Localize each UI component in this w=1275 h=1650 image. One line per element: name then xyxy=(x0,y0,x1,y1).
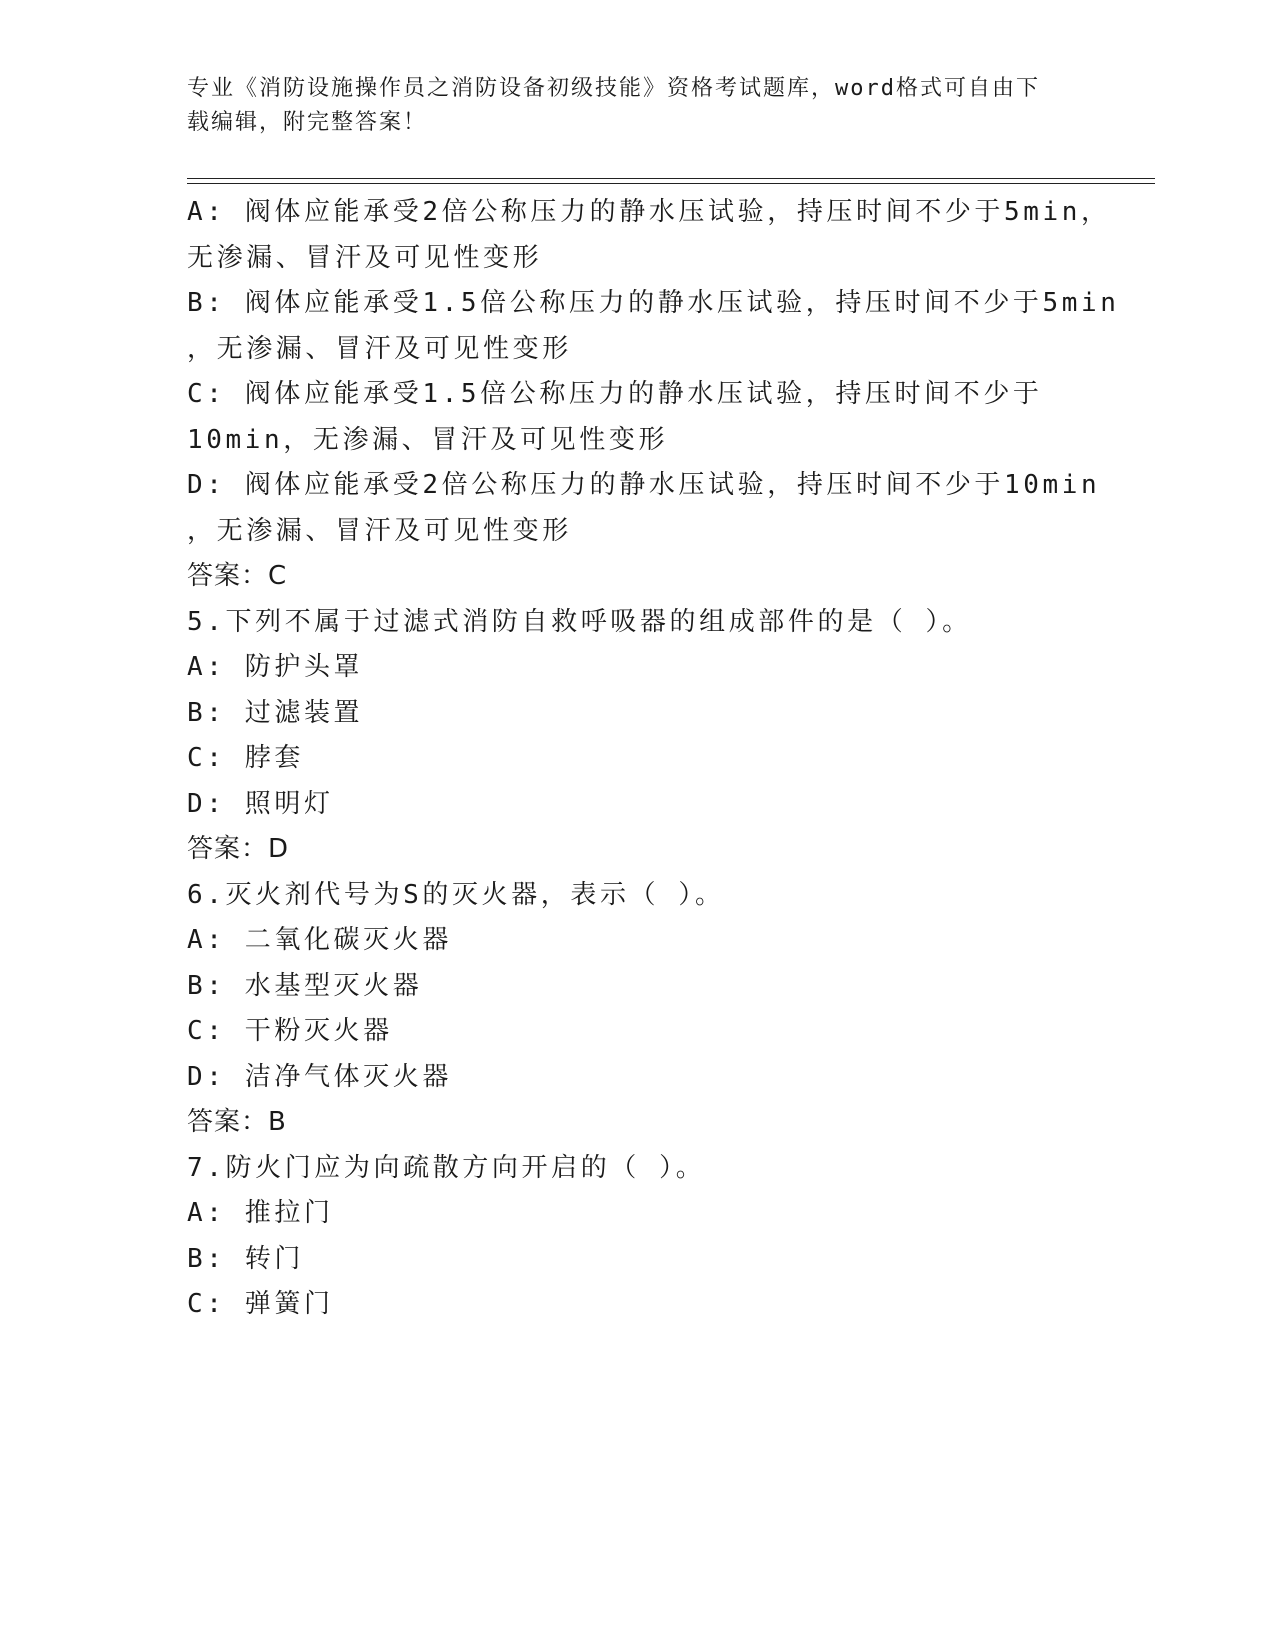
q4-option-a-line-1: A: 阀体应能承受2倍公称压力的静水压试验，持压时间不少于5min， xyxy=(187,197,1111,227)
question-list xyxy=(187,190,1120,1328)
q4-option-b-line-2: ，无渗漏、冒汗及可见性变形 xyxy=(187,333,572,364)
q6-option-a: A: 二氧化碳灭火器 xyxy=(187,925,452,955)
q6-answer: 答案：B xyxy=(187,1107,287,1137)
question-6-block xyxy=(187,873,1087,1146)
document-header xyxy=(187,72,1067,140)
q6-option-c: C: 干粉灭火器 xyxy=(187,1016,393,1046)
q4-answer: 答案：C xyxy=(187,561,288,591)
q7-question-text: 7.防火门应为向疏散方向开启的（ ）。 xyxy=(187,1152,706,1183)
header-divider-bottom xyxy=(187,183,1155,184)
q5-question-text: 5.下列不属于过滤式消防自救呼吸器的组成部件的是（ ）。 xyxy=(187,606,972,637)
q5-option-d: D: 照明灯 xyxy=(187,788,334,819)
q5-option-a: A: 防护头罩 xyxy=(187,652,364,682)
q7-option-a: A: 推拉门 xyxy=(187,1198,334,1228)
q4-option-c-line-2: 10min，无渗漏、冒汗及可见性变形 xyxy=(187,424,669,455)
header-line-2: 载编辑，附完整答案！ xyxy=(187,110,428,135)
header-divider-top xyxy=(187,178,1155,179)
question-5-block xyxy=(187,600,1087,873)
q4-option-d-line-2: ，无渗漏、冒汗及可见性变形 xyxy=(187,515,572,546)
q5-option-c: C: 脖套 xyxy=(187,743,304,773)
q5-answer: 答案：D xyxy=(187,834,290,864)
q4-option-c-line-1: C: 阀体应能承受1.5倍公称压力的静水压试验，持压时间不少于 xyxy=(187,379,1043,409)
q7-option-c: C: 弹簧门 xyxy=(187,1289,334,1319)
question-7-block xyxy=(187,1146,1087,1328)
q4-option-a-line-2: 无渗漏、冒汗及可见性变形 xyxy=(187,242,543,273)
question-4-block xyxy=(187,190,1120,600)
q7-option-b: B: 转门 xyxy=(187,1243,304,1274)
q6-question-text: 6.灭火剂代号为S的灭火器，表示（ ）。 xyxy=(187,879,725,910)
q4-option-b-line-1: B: 阀体应能承受1.5倍公称压力的静水压试验，持压时间不少于5min xyxy=(187,288,1120,318)
q5-option-b: B: 过滤装置 xyxy=(187,697,364,728)
q6-option-b: B: 水基型灭火器 xyxy=(187,970,423,1001)
q6-option-d: D: 洁净气体灭火器 xyxy=(187,1061,452,1092)
header-line-1: 专业《消防设施操作员之消防设备初级技能》资格考试题库，word格式可自由下 xyxy=(187,76,1040,101)
q4-option-d-line-1: D: 阀体应能承受2倍公称压力的静水压试验，持压时间不少于10min xyxy=(187,470,1101,500)
